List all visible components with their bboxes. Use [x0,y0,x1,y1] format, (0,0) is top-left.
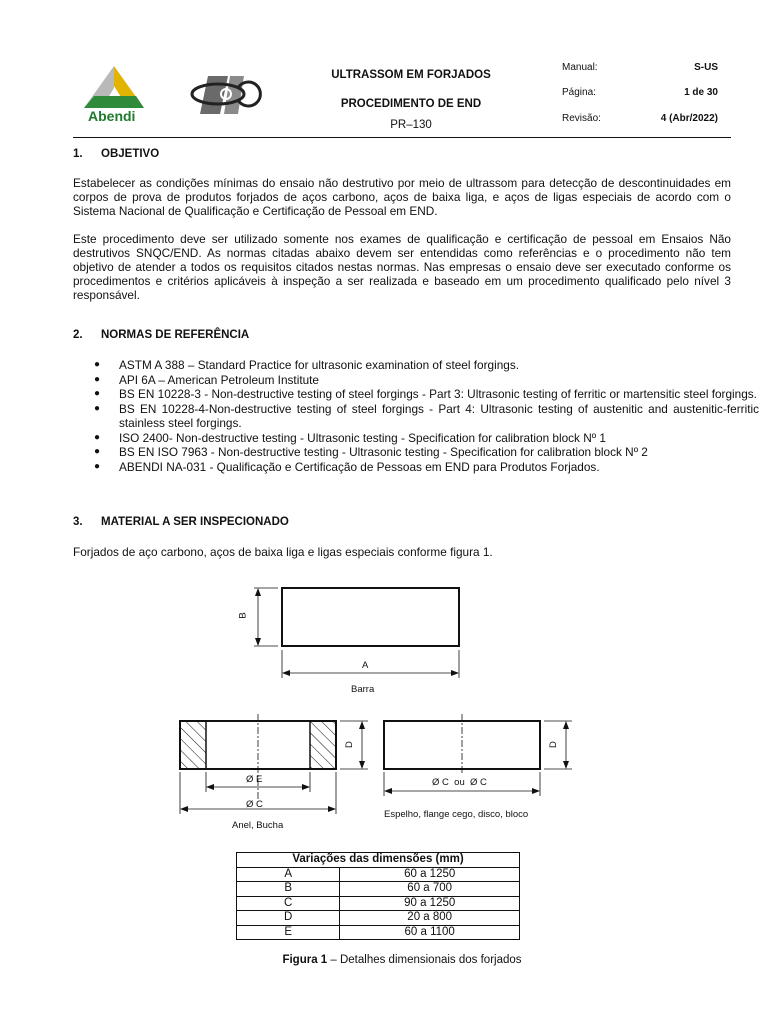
bullet-icon: ● [94,359,101,370]
figure-disc [380,712,580,824]
snqc-logo-mark [186,72,266,116]
reference-item [94,430,759,446]
section-2-heading [73,329,249,341]
bullet-icon: ● [94,373,101,385]
table-row [237,911,520,926]
section-3-title: MATERIAL A SER INSPECIONADO [101,516,289,528]
document-code: PR–130 [390,119,432,131]
meta-manual-label: Manual: [562,62,598,73]
meta-revision-value: 4 (Abr/2022) [660,113,718,124]
meta-manual-value: S-US [694,62,718,73]
section-1-number: 1. [73,148,83,160]
table-cell-range: 20 a 800 [340,911,520,926]
figure-ring [176,712,376,836]
figure-bar [236,580,476,700]
reference-item [94,372,759,388]
reference-list [94,358,759,474]
section-1-title: OBJETIVO [101,148,160,160]
bullet-icon: ● [94,388,101,399]
bullet-icon: ● [94,402,101,414]
table-cell-range: 60 a 1100 [340,925,520,940]
section-1-paragraph-1: Estabelecer as condições mínimas do ensaio não destrutivo por meio de ultrassom para detecção de descontinuidades em corpos de prova de produtos forjados de aços carbono, aços de baixa liga, e aços de ligas especiais de acordo com o Sistema Nacional de Qualificação e Certificação de Pessoal em END. [73,176,731,218]
table-row [237,896,520,911]
reference-text: ISO 2400- Non-destructive testing - Ultrasonic testing - Specification for calibration block Nº 1 [119,430,606,445]
reference-item [94,401,759,431]
ring-dim-e-label: Ø E [246,774,263,785]
table-cell-dim: C [237,896,340,911]
snqc-logo [186,72,266,116]
section-2-number: 2. [73,329,83,341]
ring-drawing [176,712,376,816]
bar-dim-a-label: A [362,660,369,671]
meta-page-value: 1 de 30 [684,87,718,98]
bar-drawing [236,580,476,680]
table-cell-range: 60 a 700 [340,882,520,897]
section-3-number: 3. [73,516,83,528]
dimension-table [236,852,520,940]
disc-dim-c-label: Ø C ou Ø C [432,777,487,788]
reference-item [94,358,759,373]
table-cell-dim: E [237,925,340,940]
ring-caption: Anel, Bucha [232,820,284,831]
abendi-logo [78,62,150,128]
bullet-icon: ● [94,431,101,443]
bullet-icon: ● [94,446,101,457]
reference-text: ASTM A 388 – Standard Practice for ultrasonic examination of steel forgings. [119,358,519,372]
disc-caption: Espelho, flange cego, disco, bloco [384,809,529,820]
reference-item [94,459,759,475]
section-1-paragraph-2: Este procedimento deve ser utilizado somente nos exames de qualificação e certificação de pessoal em Ensaios Não destrutivos SNQC/END. As normas citadas abaixo devem ser entendidas como referências e o procedimento não tem objetivo de atender a todos os requisitos citados nestas normas. Nas empresas o ensaio deve ser executado conforme os procedimentos e critérios aplicáveis à inspeção a ser realizada e baseado em um procedimento qualificado pelo nível 3 responsável. [73,232,731,302]
table-row [237,882,520,897]
reference-text: API 6A – American Petroleum Institute [119,372,319,387]
ring-dim-c-label: Ø C [246,799,263,810]
reference-text: BS EN 10228-4-Non-destructive testing of steel forgings - Part 4: Ultrasonic testing of austenitic and austenitic-ferritic stainless steel forgings. [119,401,759,430]
bullet-icon: ● [94,460,101,472]
reference-item [94,387,759,402]
figure-caption [180,954,624,966]
reference-item [94,445,759,460]
table-header-row [237,853,520,868]
abendi-logo-text: Abendi [88,108,136,124]
header-divider [73,137,731,138]
table-row [237,925,520,940]
section-1-heading [73,148,159,160]
bar-caption: Barra [351,684,375,695]
document-title: ULTRASSOM EM FORJADOS [331,69,491,81]
section-3-heading [73,516,289,528]
table-cell-dim: B [237,882,340,897]
reference-text: BS EN 10228-3 - Non-destructive testing of steel forgings - Part 3: Ultrasonic testing of ferritic or martensitic steel forgings. [119,387,757,401]
table-cell-range: 90 a 1250 [340,896,520,911]
bar-dim-b-label: B [237,612,249,619]
table-header: Variações das dimensões (mm) [237,853,520,868]
table-cell-range: 60 a 1250 [340,867,520,882]
figure-caption-label: Figura 1 [282,954,328,966]
disc-dim-d-label: D [547,741,559,748]
table-cell-dim: D [237,911,340,926]
table-row [237,867,520,882]
table-cell-dim: A [237,867,340,882]
meta-revision-label: Revisão: [562,113,601,124]
section-2-title: NORMAS DE REFERÊNCIA [101,329,250,341]
figure-caption-text: – Detalhes dimensionais dos forjados [327,954,522,966]
reference-text: BS EN ISO 7963 - Non-destructive testing - Ultrasonic testing - Specification for calibration block Nº 2 [119,445,648,459]
ring-dim-d-label: D [343,741,355,748]
meta-page-label: Página: [562,87,596,98]
document-subtitle: PROCEDIMENTO DE END [340,98,482,110]
reference-text: ABENDI NA-031 - Qualificação e Certificação de Pessoas em END para Produtos Forjados. [119,459,600,474]
section-3-paragraph-1: Forjados de aço carbono, aços de baixa liga e ligas especiais conforme figura 1. [73,545,493,559]
